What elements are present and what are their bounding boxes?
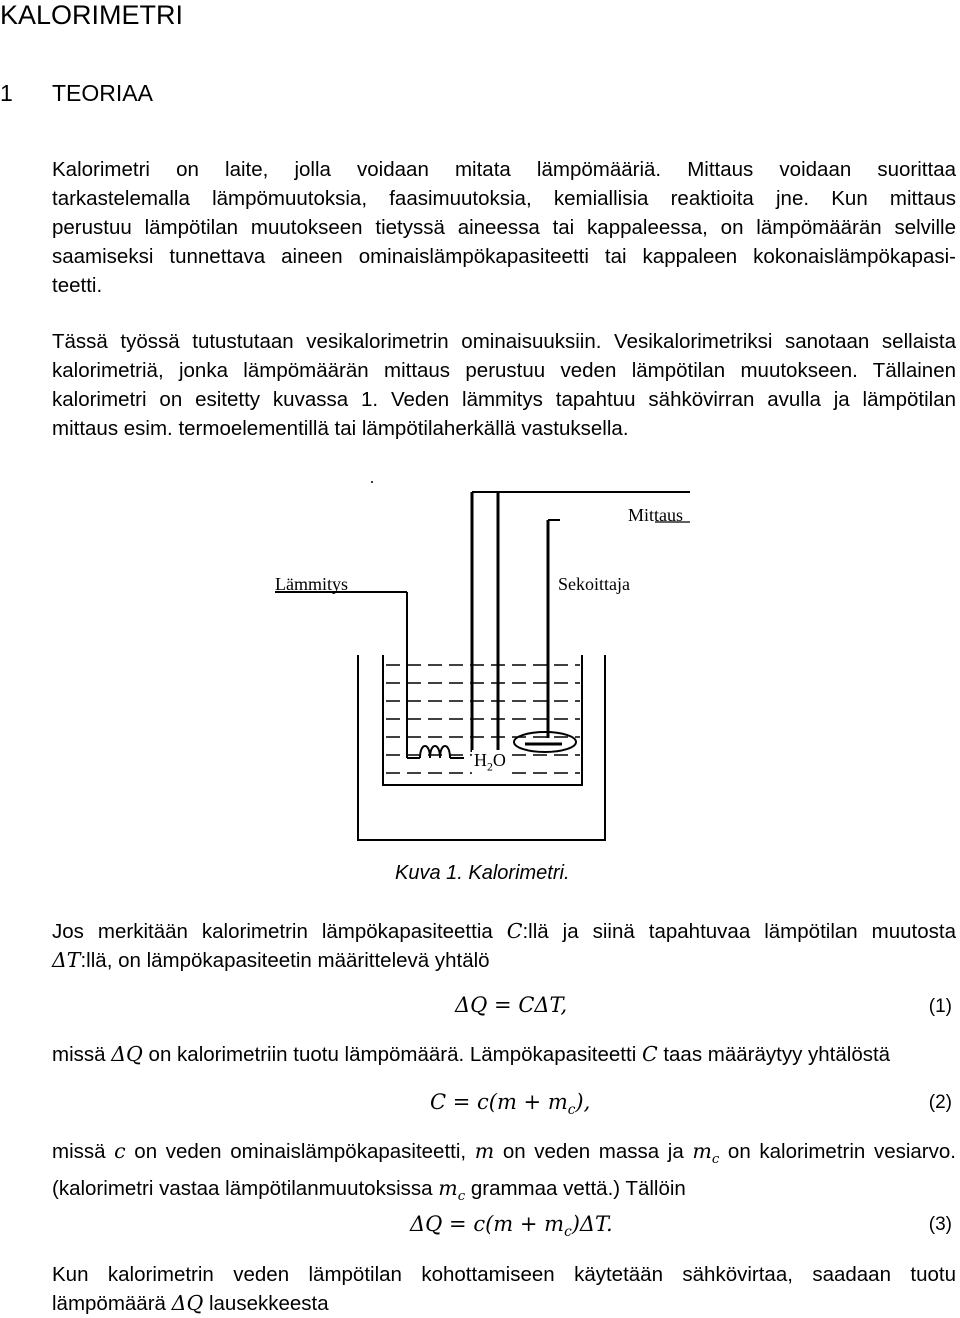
paragraph-line: tarkastelemalla lämpömuutoksia, faasimuutoksia, kemiallisia reaktioita jne. Kun mittaus: [52, 187, 956, 210]
document-title: KALORIMETRI: [0, 0, 184, 30]
paragraph-water-calorimeter: [52, 327, 956, 443]
equation-2: $C = c(m + m_c)$,: [430, 1090, 591, 1119]
paragraph-line: missä ΔQ on kalorimetriin tuotu lämpömäärä. Lämpökapasiteetti C taas määräytyy yhtälöstä: [52, 1042, 891, 1066]
equation-1-number: (1): [928, 996, 952, 1017]
paragraph-line: mittaus esim. termoelementillä tai lämpötilaherkällä vastuksella.: [52, 417, 629, 440]
paragraph-line: Jos merkitään kalorimetrin lämpökapasiteettia C:llä ja siinä tapahtuvaa lämpötilan muutosta: [52, 919, 956, 943]
paragraph-line: ΔT:llä, on lämpökapasiteetin määrittelevä yhtälö: [52, 948, 490, 972]
paragraph-definition: [52, 917, 956, 975]
paragraph-line: perustuu lämpötilan muutokseen tietyssä aineessa tai kappaleessa, on lämpömäärän selville: [52, 216, 956, 239]
paragraph-eq1-explanation: [52, 1040, 956, 1069]
section-title: TEORIAA: [52, 80, 153, 106]
paragraph-line: kalorimetri on esitetty kuvassa 1. Veden lämmitys tapahtuu sähkövirran avulla ja lämpötilan: [52, 388, 956, 411]
paragraph-line: (kalorimetri vastaa lämpötilanmuutoksissa $m_c$ grammaa vettä.) Tällöin: [52, 1176, 686, 1205]
equation-3-number: (3): [928, 1214, 952, 1235]
paragraph-eq2-explanation: [52, 1137, 956, 1211]
equation-1: ΔQ = CΔT,: [455, 993, 568, 1017]
stirrer-paddle: [514, 732, 576, 752]
equation-3: $\Delta Q = c(m + m_c)\Delta T$.: [410, 1212, 613, 1241]
paragraph-line: teetti.: [52, 274, 103, 297]
paragraph-line: Kun kalorimetrin veden lämpötilan kohottamiseen käytetään sähkövirtaa, saadaan tuotu: [52, 1263, 956, 1286]
label-stirrer: Sekoittaja: [558, 574, 630, 594]
paragraph-line: Tässä työssä tutustutaan vesikalorimetrin ominaisuuksiin. Vesikalorimetriksi sanotaan sellaista: [52, 330, 956, 353]
label-water: $H_2O$: [474, 750, 506, 774]
paragraph-line: Kalorimetri on laite, jolla voidaan mitata lämpömääriä. Mittaus voidaan suorittaa: [52, 158, 956, 181]
section-number: 1: [0, 80, 13, 106]
paragraph-intro: [52, 155, 956, 300]
paragraph-line: lämpömäärä ΔQ lausekkeesta: [52, 1291, 329, 1315]
paragraph-line: saamiseksi tunnettava aineen ominaislämpökapasiteetti tai kappaleen kokonaislämpökapasi-: [52, 245, 956, 268]
paragraph-final: [52, 1260, 956, 1318]
equation-2-number: (2): [928, 1092, 952, 1113]
heating-coil: [407, 746, 464, 758]
figure-caption: Kuva 1. Kalorimetri.: [395, 862, 570, 884]
paragraph-line: missä c on veden ominaislämpökapasiteetti, m on veden massa ja $m_c$ on kalorimetrin vesiarvo.: [52, 1139, 956, 1168]
label-measurement: Mittaus: [628, 505, 684, 525]
paragraph-line: kalorimetriä, jonka lämpömäärän mittaus perustuu veden lämpötilan muutokseen. Tällainen: [52, 359, 956, 382]
calorimeter-diagram: [0, 470, 960, 850]
label-heating: Lämmitys: [275, 574, 348, 594]
